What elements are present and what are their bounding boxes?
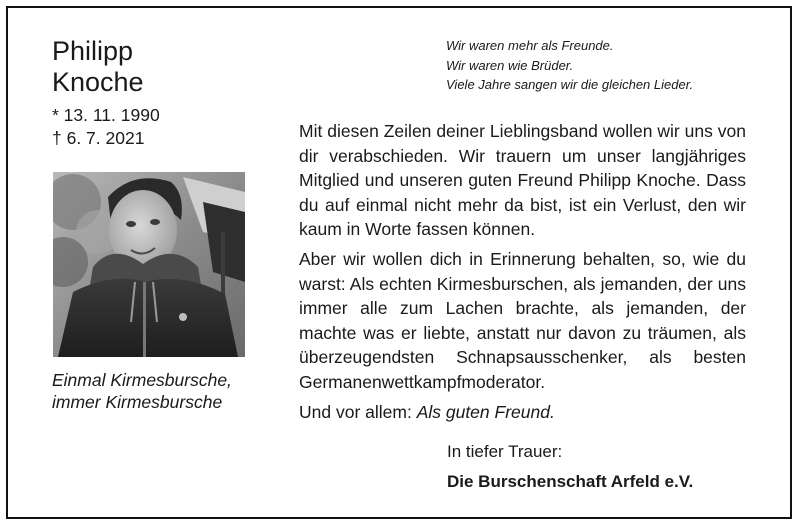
caption-line-1: Einmal Kirmesbursche, [52, 370, 232, 390]
life-dates [52, 104, 160, 150]
obituary-text [299, 119, 746, 429]
portrait-photo [53, 172, 245, 357]
paragraph-3-prefix: Und vor allem: [299, 401, 417, 422]
signoff-label: In tiefer Trauer: [447, 442, 563, 461]
last-name: Knoche [52, 67, 144, 97]
signer-name: Die Burschenschaft Arfeld e.V. [447, 472, 694, 491]
quote-line-3: Viele Jahre sangen wir die gleichen Lieder. [446, 77, 694, 92]
first-name: Philipp [52, 36, 134, 66]
paragraph-2: Aber wir wollen dich in Erinnerung behalten, so, wie du warst: Als echten Kirmesburschen, als jemanden, der uns immer alle zum Lachen brachte, als jemanden, der machte was er liebte, anstatt nur davon zu träumen, als überzeugendsten Schnapsausschenker, als besten Germanenwettkampfmoderator. [299, 248, 746, 392]
song-quote [446, 36, 693, 95]
portrait-photo-icon [53, 172, 245, 357]
paragraph-3-emphasis: Als guten Freund. [416, 401, 555, 422]
birth-date: * 13. 11. 1990 [52, 105, 160, 125]
deceased-name [52, 36, 144, 98]
photo-caption [52, 369, 232, 413]
paragraph-3 [299, 400, 746, 425]
quote-line-2: Wir waren wie Brüder. [446, 57, 574, 73]
death-date: † 6. 7. 2021 [52, 128, 145, 148]
caption-line-2: immer Kirmesbursche [52, 392, 223, 412]
paragraph-1: Mit diesen Zeilen deiner Lieblingsband wollen wir uns von dir verabschieden. Wir trauern um unser langjähriges Mitglied und unseren guten Freund Philipp Knoche. Dass du auf einmal nicht mehr da bist, ist ein Verlust, den wir kaum in Worte fassen können. [299, 121, 746, 240]
quote-line-1: Wir waren mehr als Freunde. [446, 38, 614, 53]
